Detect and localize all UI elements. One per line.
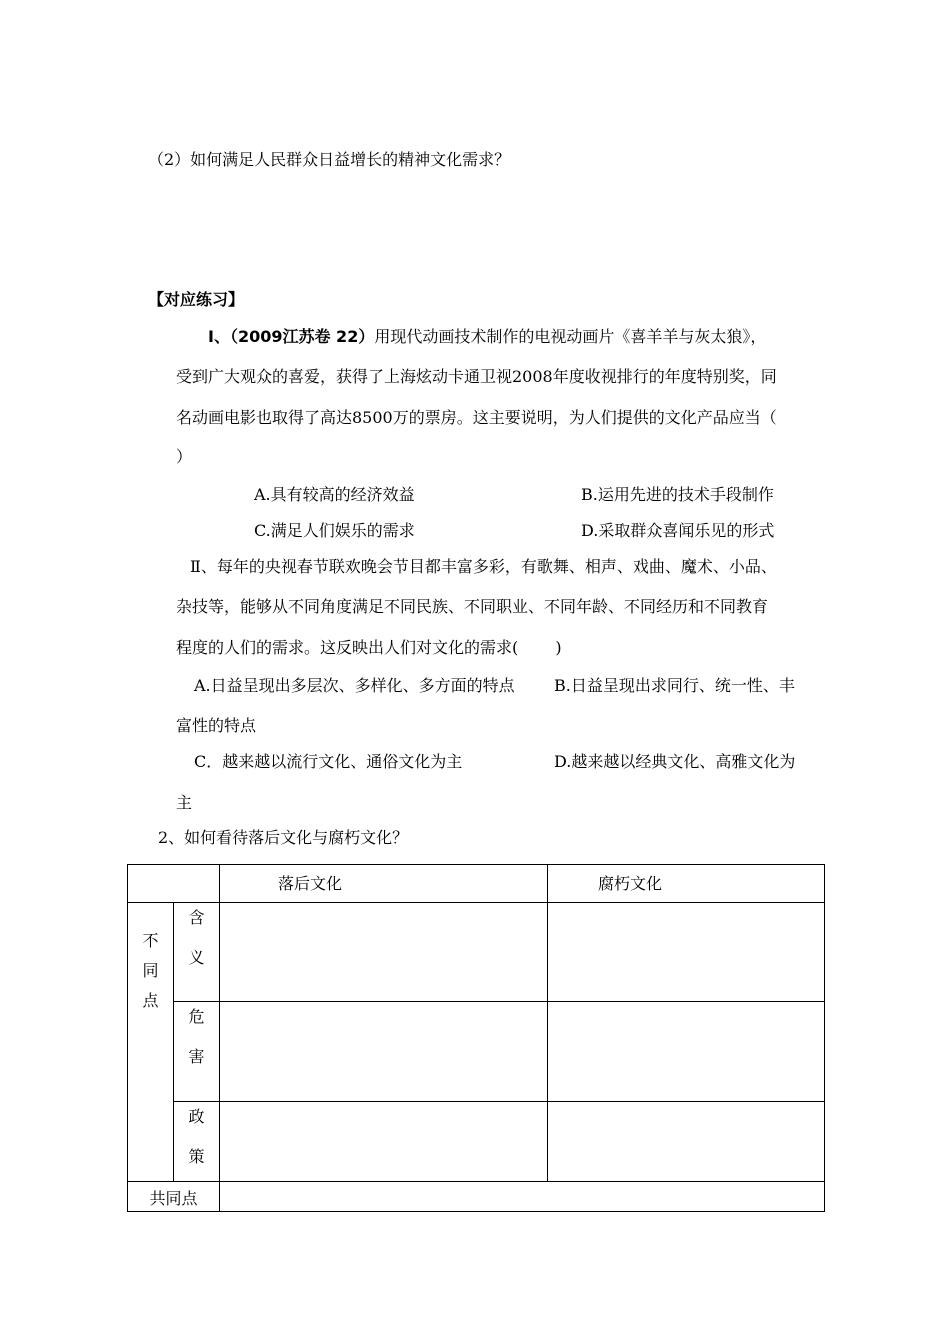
question-how: 2、如何看待落后文化与腐朽文化？ bbox=[158, 828, 409, 847]
q1-option-c: C.满足人们娱乐的需求 bbox=[254, 521, 415, 540]
q2-option-d-continued: 主 bbox=[176, 793, 193, 812]
meaning-char-2: 义 bbox=[188, 948, 205, 967]
harm-char-1: 危 bbox=[188, 1007, 205, 1026]
q1-label: Ⅰ、（2009江苏卷 22） bbox=[208, 327, 375, 346]
q1-line2: 受到广大观众的喜爱，获得了上海炫动卡通卫视2008年度收视排行的年度特别奖，同 bbox=[176, 367, 777, 386]
meaning-char-1: 含 bbox=[188, 908, 205, 927]
differences-char-1: 不 bbox=[142, 931, 159, 950]
policy-char-2: 策 bbox=[188, 1147, 205, 1166]
cell-meaning-decadent[interactable] bbox=[548, 903, 825, 1002]
q2-option-c: C．越来越以流行文化、通俗文化为主 bbox=[194, 752, 463, 771]
q1-option-d: D.采取群众喜闻乐见的形式 bbox=[581, 521, 775, 540]
cell-policy-decadent[interactable] bbox=[548, 1102, 825, 1182]
cell-harm-backward[interactable] bbox=[220, 1002, 548, 1102]
col1-label: 落后文化 bbox=[278, 874, 343, 893]
q2-option-a: A.日益呈现出多层次、多样化、多方面的特点 bbox=[194, 676, 515, 695]
q2-option-b-continued: 富性的特点 bbox=[176, 716, 257, 735]
policy-char-1: 政 bbox=[188, 1107, 205, 1126]
q2-line2: 杂技等，能够从不同角度满足不同民族、不同职业、不同年龄、不同经历和不同教育 bbox=[176, 597, 769, 616]
q1-option-b: B.运用先进的技术手段制作 bbox=[581, 485, 774, 504]
section-heading: 【对应练习】 bbox=[148, 290, 245, 309]
row-policy-label bbox=[174, 1102, 220, 1182]
q1-line1: 用现代动画技术制作的电视动画片《喜羊羊与灰太狼》， bbox=[374, 327, 767, 346]
q1-line3: 名动画电影也取得了高达8500万的票房。这主要说明，为人们提供的文化产品应当（ bbox=[176, 408, 777, 427]
col2-label: 腐朽文化 bbox=[598, 874, 663, 893]
row-common-label bbox=[128, 1182, 220, 1212]
q1-line4: ） bbox=[176, 447, 193, 466]
table-header-decadent-culture bbox=[548, 865, 825, 903]
comparison-table bbox=[127, 864, 825, 1212]
cell-harm-decadent[interactable] bbox=[548, 1002, 825, 1102]
differences-group-cell bbox=[128, 903, 174, 1182]
harm-char-2: 害 bbox=[188, 1047, 205, 1066]
cell-meaning-backward[interactable] bbox=[220, 903, 548, 1002]
cell-policy-backward[interactable] bbox=[220, 1102, 548, 1182]
table-header-backward-culture bbox=[220, 865, 548, 903]
q2-line1: Ⅱ、每年的央视春节联欢晚会节目都丰富多彩，有歌舞、相声、戏曲、魔术、小品、 bbox=[190, 557, 777, 576]
cell-common[interactable] bbox=[220, 1182, 825, 1212]
differences-label bbox=[128, 931, 173, 1021]
question-2: （2）如何满足人民群众日益增长的精神文化需求？ bbox=[148, 150, 511, 169]
row-meaning-label bbox=[174, 903, 220, 1002]
table-corner-cell bbox=[128, 865, 220, 903]
q2-option-b: B.日益呈现出求同行、统一性、丰 bbox=[554, 676, 795, 695]
q2-option-d: D.越来越以经典文化、高雅文化为 bbox=[554, 752, 796, 771]
row-harm-label bbox=[174, 1002, 220, 1102]
q2-line3: 程度的人们的需求。这反映出人们对文化的需求( ) bbox=[176, 638, 562, 657]
q1-option-a: A.具有较高的经济效益 bbox=[254, 485, 415, 504]
differences-char-3: 点 bbox=[142, 991, 159, 1010]
common-label: 共同点 bbox=[149, 1189, 198, 1208]
differences-char-2: 同 bbox=[142, 961, 159, 980]
q1-first-line bbox=[208, 327, 766, 347]
